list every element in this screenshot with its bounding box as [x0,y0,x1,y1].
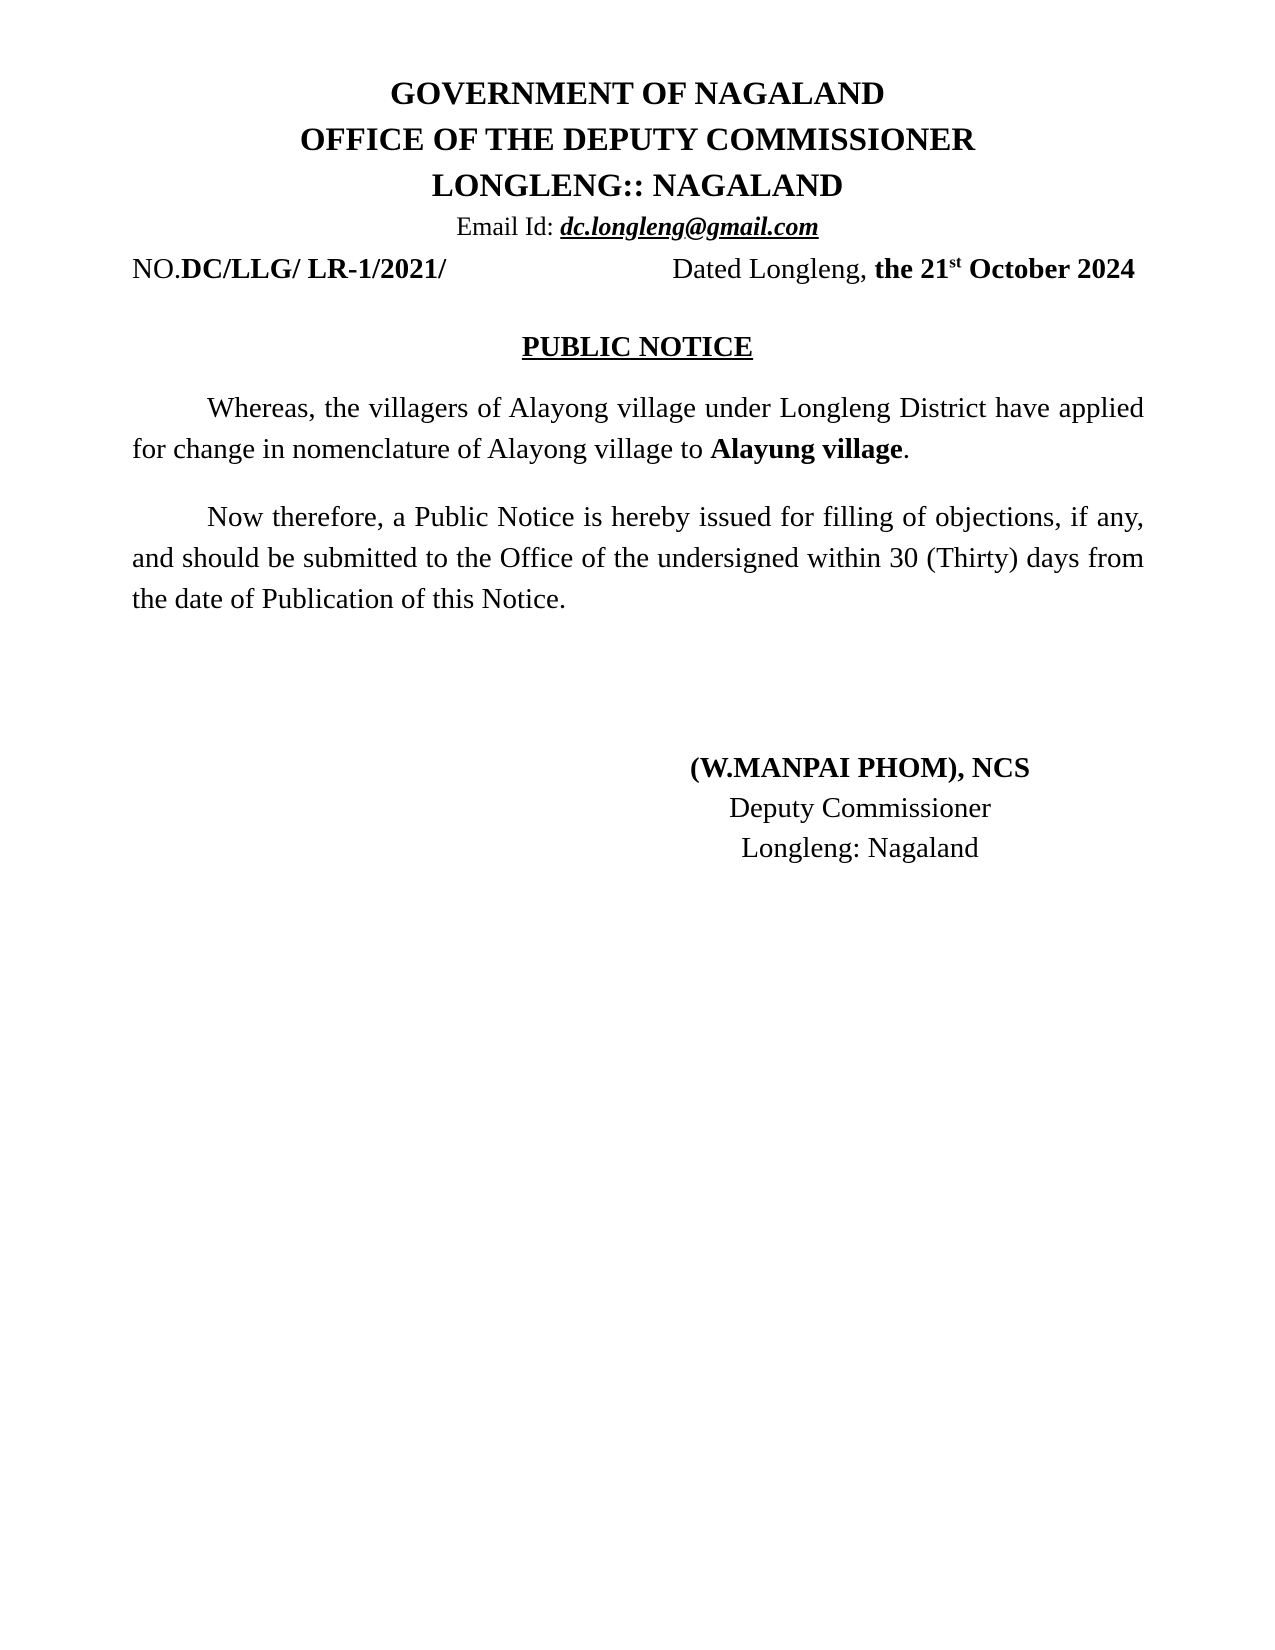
email-link[interactable]: dc.longleng@gmail.com [560,212,819,241]
signatory-location: Longleng: Nagaland [741,832,979,864]
date-day: the 21 [874,253,950,285]
reference-code: DC/LLG/ LR-1/2021/ [181,253,447,285]
date-value [874,253,1135,285]
notice-title [0,328,1275,366]
notice-title-text: PUBLIC NOTICE [521,331,754,363]
reference-prefix: NO. [132,253,182,285]
date-month-year: October 2024 [961,253,1135,285]
header-office: OFFICE OF THE DEPUTY COMMISSIONER [299,122,976,158]
email-label: Email Id: [456,212,561,241]
header-location: LONGLENG:: NAGALAND [431,168,844,204]
dated-line [672,250,1135,288]
date-ordinal: st [949,252,962,272]
reference-number [132,250,446,288]
paragraph-1-text: Whereas, the villagers of Alayong village under Longleng District have applied for change in nomenclature of Alayong village to [132,392,1144,465]
header-government: GOVERNMENT OF NAGALAND [389,76,886,112]
email-line [0,210,1275,244]
dated-label: Dated Longleng, [672,253,875,285]
notice-paragraph-1 [132,388,1144,470]
signatory-name: (W.MANPAI PHOM), NCS [690,752,1030,784]
paragraph-1-bold: Alayung village [710,433,903,465]
notice-paragraph-2: Now therefore, a Public Notice is hereby issued for filling of objections, if any, and should be submitted to the Office of the undersigned within 30 (Thirty) days from the date of Publication of this Notice. [132,501,1144,615]
paragraph-1-end: . [902,433,911,465]
signatory-designation: Deputy Commissioner [729,792,991,824]
